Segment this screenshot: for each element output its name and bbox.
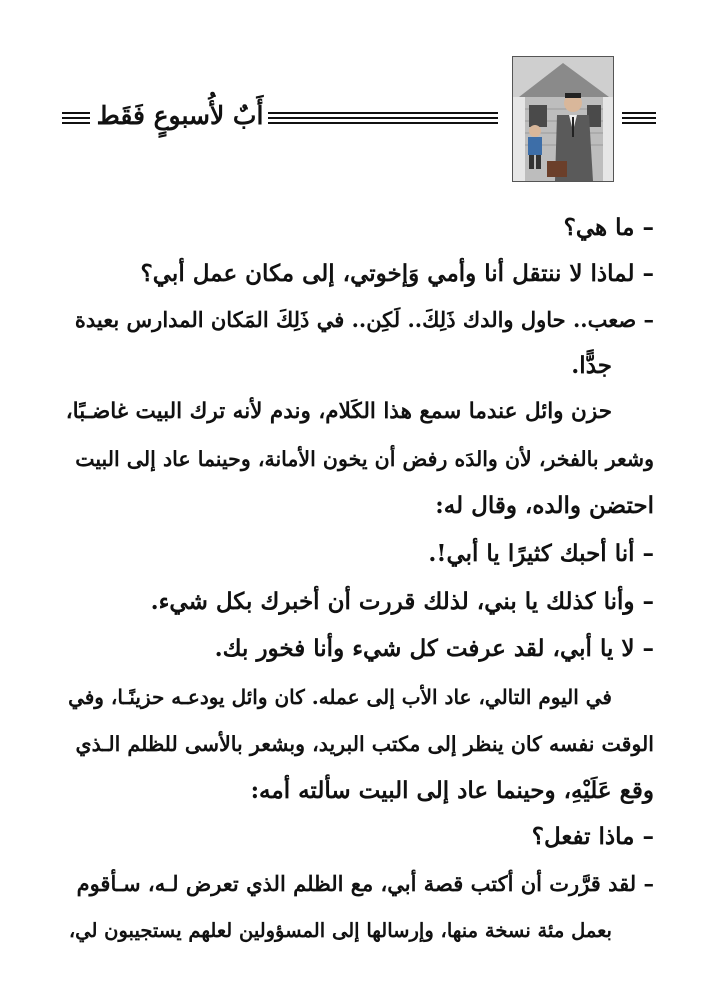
text-line: – لا يا أبي، لقد عرفت كل شيء وأنا فخور بك. [214,635,654,662]
text-line: – صعب.. حاول والدك ذَلِكَ.. لَكِن.. في ذَلِكَ المَكان المدارس بعيدة [74,307,654,332]
text-line: احتضن والده، وقال له: [435,492,654,519]
decorative-rule-right [622,112,656,124]
illustration-drawing [513,57,613,181]
father-and-son-illustration [512,56,614,182]
text-line: الوقت نفسه كان ينظر إلى مكتب البريد، وبشعر بالأسى للظلم الـذي [75,732,654,756]
chapter-header [0,50,720,185]
chapter-title: أَبٌ لأُسبوعٍ فَقَط [96,101,264,130]
text-line: – ما هي؟ [563,214,654,241]
text-line: وقع عَلَيْهِ، وحينما عاد إلى البيت سألته أمه: [250,777,654,804]
text-line: – لقد قرَّرت أن أكتب قصة أبي، مع الظلم الذي تعرض لـه، سـأقوم [76,871,654,896]
text-line: حزن وائل عندما سمع هذا الكَلام، وندم لأنه ترك البيت غاضـبًا، [65,399,612,424]
text-line: – أنا أحبك كثيرًا يا أبي!. [428,540,654,567]
text-line: جدًّا. [571,352,612,379]
text-line: – ماذا تفعل؟ [531,823,654,850]
decorative-rule-middle [268,112,498,124]
text-line: بعمل مئة نسخة منها، وإرسالها إلى المسؤولين لعلهم يستجيبون لي، [68,919,612,942]
text-line: – وأنا كذلك يا بني، لذلك قررت أن أخبرك بكل شيء. [150,588,654,615]
decorative-rule-left [62,112,90,124]
text-line: – لماذا لا ننتقل أنا وأمي وَإخوتي، إلى مكان عمل أبي؟ [140,260,654,287]
text-line: وشعر بالفخر، لأن والدَه رفض أن يخون الأمانة، وحينما عاد إلى البيت [75,447,654,471]
text-line: في اليوم التالي، عاد الأب إلى عمله. كان وائل يودعـه حزينًـا، وفي [68,685,612,709]
